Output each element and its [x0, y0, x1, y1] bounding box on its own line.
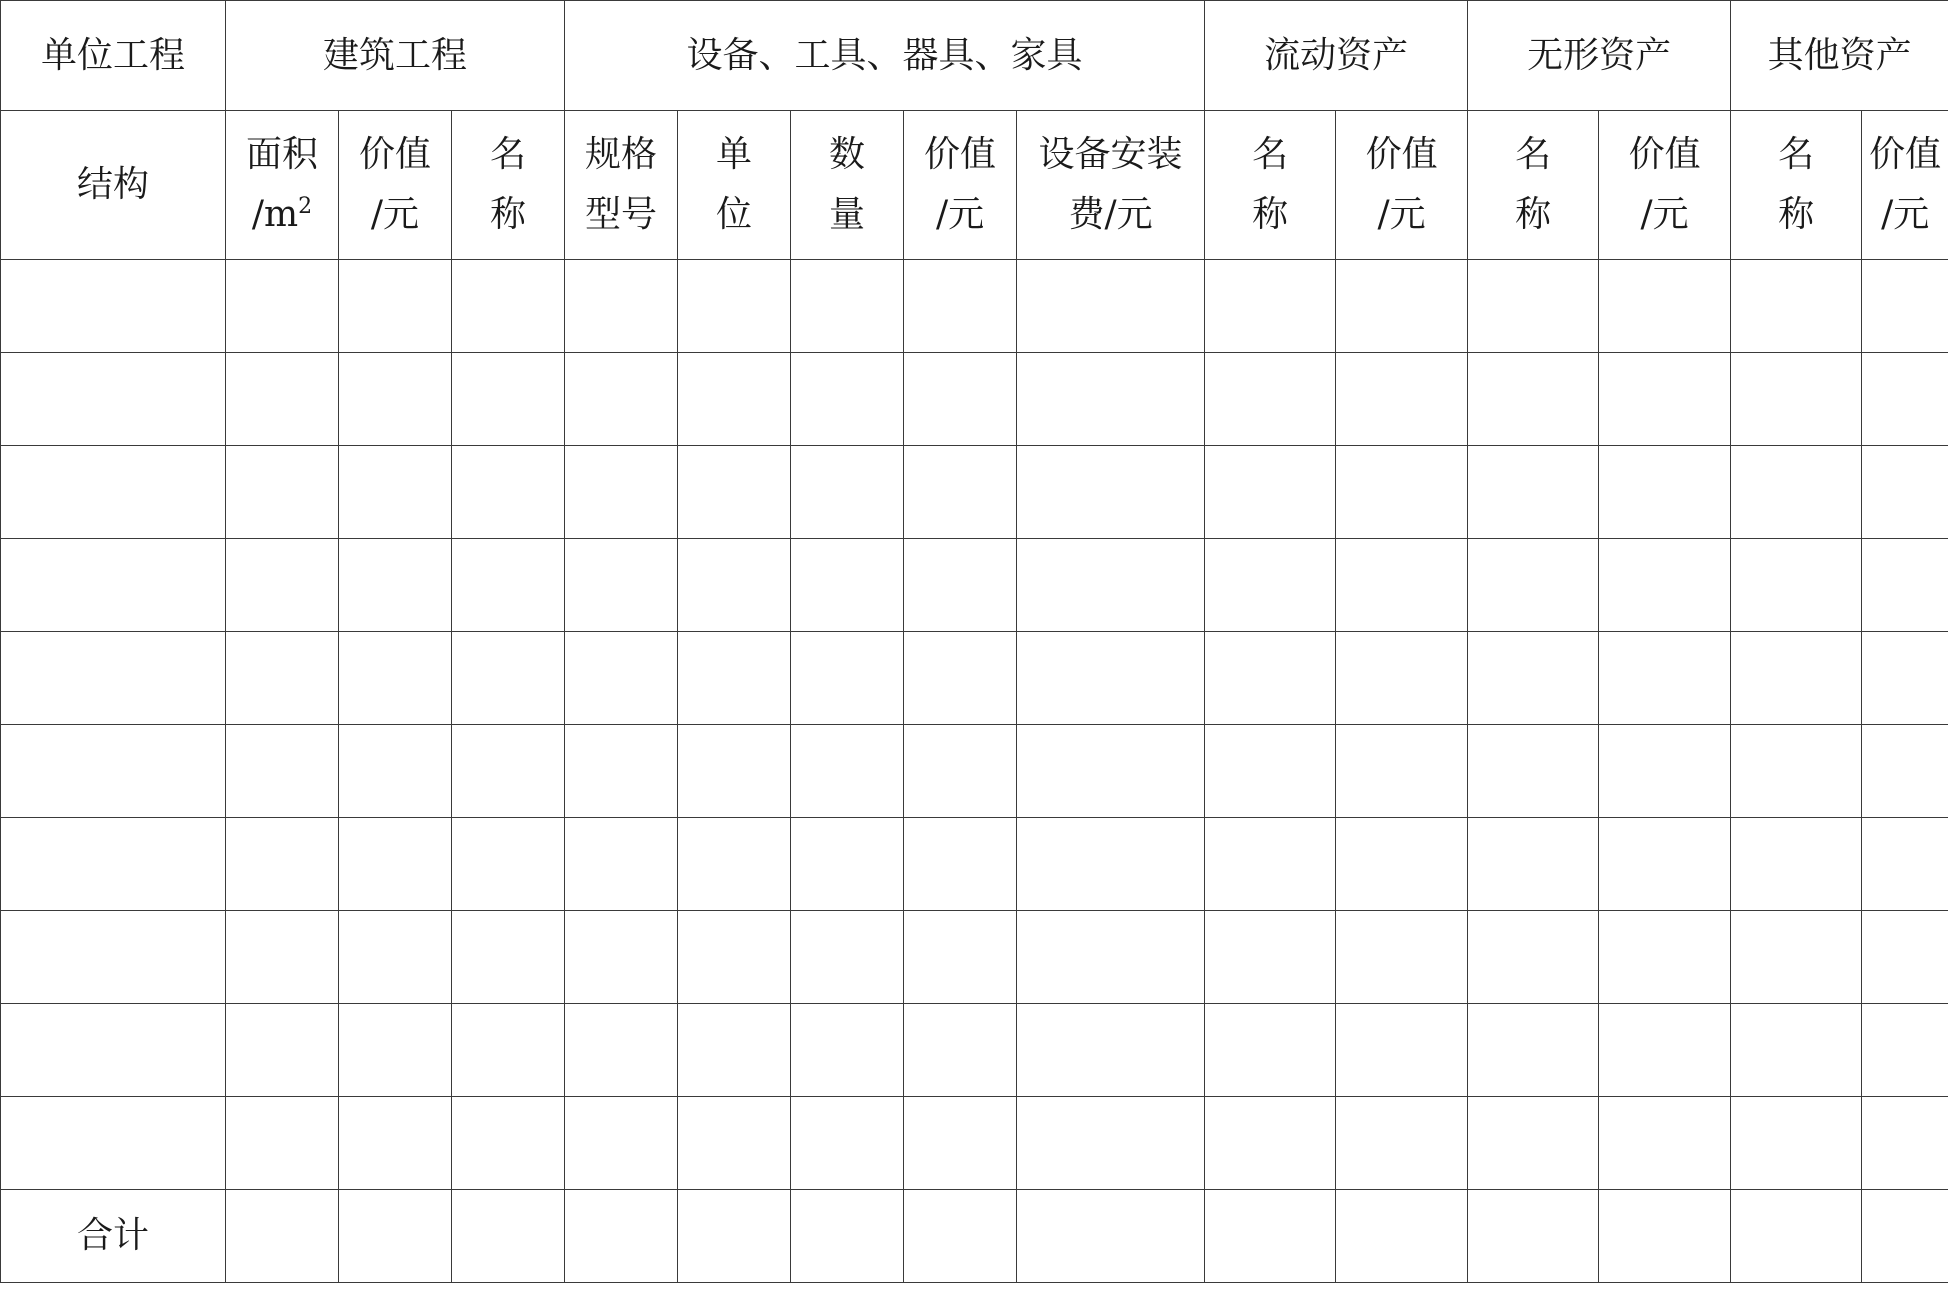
table-cell[interactable]: [1, 260, 226, 353]
table-cell[interactable]: [1468, 1004, 1599, 1097]
table-cell[interactable]: [565, 446, 678, 539]
table-row: [1, 1097, 1948, 1190]
table-cell[interactable]: [904, 818, 1017, 911]
header-intangible-assets: 无形资产: [1468, 1, 1731, 111]
table-cell[interactable]: [226, 260, 339, 353]
table-cell[interactable]: [1, 818, 226, 911]
table-cell[interactable]: [565, 353, 678, 446]
current-name-line2: 称: [1252, 194, 1289, 235]
table-cell[interactable]: [1017, 632, 1205, 725]
table-cell[interactable]: [565, 725, 678, 818]
table-cell[interactable]: [1, 539, 226, 632]
table-cell[interactable]: [226, 353, 339, 446]
table-cell[interactable]: [1862, 539, 1948, 632]
table-cell[interactable]: [1599, 1004, 1731, 1097]
table-cell[interactable]: [226, 1097, 339, 1190]
table-cell[interactable]: [1205, 446, 1336, 539]
table-cell[interactable]: [1731, 353, 1862, 446]
table-cell[interactable]: [1731, 911, 1862, 1004]
table-cell[interactable]: [904, 1004, 1017, 1097]
table-cell[interactable]: [1, 911, 226, 1004]
table-cell[interactable]: [1862, 1097, 1948, 1190]
table-cell[interactable]: [1862, 446, 1948, 539]
sub-header-quantity: [791, 111, 904, 260]
table-cell[interactable]: [1599, 539, 1731, 632]
table-cell[interactable]: [1862, 725, 1948, 818]
table-cell[interactable]: [226, 725, 339, 818]
table-cell[interactable]: [226, 911, 339, 1004]
sub-header-structure: 结构: [1, 111, 226, 260]
table-cell[interactable]: [1017, 818, 1205, 911]
table-cell[interactable]: [1336, 446, 1468, 539]
table-cell[interactable]: [339, 539, 452, 632]
table-cell[interactable]: [452, 632, 565, 725]
table-cell[interactable]: [1017, 725, 1205, 818]
table-cell[interactable]: [1, 632, 226, 725]
table-cell[interactable]: [678, 911, 791, 1004]
table-cell[interactable]: [791, 260, 904, 353]
table-cell[interactable]: [1862, 818, 1948, 911]
table-cell[interactable]: [452, 1097, 565, 1190]
table-cell[interactable]: [226, 632, 339, 725]
table-cell[interactable]: [339, 1097, 452, 1190]
total-row: [1, 1190, 1948, 1283]
table-cell[interactable]: [1731, 725, 1862, 818]
table-cell[interactable]: [678, 1004, 791, 1097]
table-row: [1, 911, 1948, 1004]
table-cell[interactable]: [565, 539, 678, 632]
table-cell[interactable]: [1336, 725, 1468, 818]
intangible-value-line2: /元: [1640, 194, 1689, 235]
table-cell[interactable]: [904, 260, 1017, 353]
table-cell[interactable]: [1468, 446, 1599, 539]
table-cell[interactable]: [1336, 1097, 1468, 1190]
table-cell[interactable]: [1468, 260, 1599, 353]
table-cell[interactable]: [339, 260, 452, 353]
current-value-line2: /元: [1377, 194, 1426, 235]
table-cell[interactable]: [1017, 539, 1205, 632]
table-cell[interactable]: [226, 1004, 339, 1097]
area-line2: [226, 185, 338, 245]
total-cell[interactable]: [226, 1190, 339, 1283]
table-cell[interactable]: [1017, 446, 1205, 539]
sub-header-other-name: [1731, 111, 1862, 260]
table-cell[interactable]: [1205, 1004, 1336, 1097]
sub-header-equipment-value: [904, 111, 1017, 260]
table-cell[interactable]: [1336, 911, 1468, 1004]
table-cell[interactable]: [904, 632, 1017, 725]
table-cell[interactable]: [339, 353, 452, 446]
table-cell[interactable]: [1731, 1097, 1862, 1190]
table-cell[interactable]: [565, 632, 678, 725]
table-cell[interactable]: [1336, 818, 1468, 911]
table-cell[interactable]: [1336, 632, 1468, 725]
installation-line2: 费/元: [1068, 194, 1153, 235]
area-unit-exponent: 2: [298, 194, 313, 219]
header-group-row: [1, 1, 1948, 111]
sub-header-current-value: [1336, 111, 1468, 260]
table-cell[interactable]: [1205, 539, 1336, 632]
table-cell[interactable]: [339, 446, 452, 539]
table-cell[interactable]: [226, 539, 339, 632]
table-cell[interactable]: [1599, 632, 1731, 725]
table-cell[interactable]: [1, 353, 226, 446]
table-cell[interactable]: [678, 1097, 791, 1190]
sub-header-area: [226, 111, 339, 260]
total-cell[interactable]: [904, 1190, 1017, 1283]
table-cell[interactable]: [791, 632, 904, 725]
table-cell[interactable]: [791, 1004, 904, 1097]
table-cell[interactable]: [339, 911, 452, 1004]
table-cell[interactable]: [678, 818, 791, 911]
equipment-value-line2: /元: [935, 194, 985, 235]
total-cell[interactable]: [1205, 1190, 1336, 1283]
table-cell[interactable]: [565, 911, 678, 1004]
total-cell[interactable]: [678, 1190, 791, 1283]
total-cell[interactable]: [1017, 1190, 1205, 1283]
table-cell[interactable]: [1468, 539, 1599, 632]
table-cell[interactable]: [678, 260, 791, 353]
total-cell[interactable]: [1468, 1190, 1599, 1283]
table-cell[interactable]: [339, 632, 452, 725]
table-cell[interactable]: [678, 725, 791, 818]
sub-header-unit: [678, 111, 791, 260]
table-row: [1, 446, 1948, 539]
table-cell[interactable]: [1205, 632, 1336, 725]
table-cell[interactable]: [904, 539, 1017, 632]
table-cell[interactable]: [1205, 1097, 1336, 1190]
table-cell[interactable]: [1336, 539, 1468, 632]
table-cell[interactable]: [904, 911, 1017, 1004]
table-cell[interactable]: [1468, 725, 1599, 818]
header-other-assets: 其他资产: [1731, 1, 1948, 111]
table-row: [1, 1004, 1948, 1097]
spec-line2: 型号: [585, 194, 658, 235]
table-cell[interactable]: [1, 1097, 226, 1190]
table-row: [1, 725, 1948, 818]
table-cell[interactable]: [1599, 1097, 1731, 1190]
building-name-line2: 称: [490, 194, 527, 235]
table-cell[interactable]: [791, 818, 904, 911]
current-value-line1: 价值: [1365, 134, 1438, 175]
table-cell[interactable]: [452, 1004, 565, 1097]
table-cell[interactable]: [1017, 911, 1205, 1004]
table-cell[interactable]: [1599, 446, 1731, 539]
total-cell[interactable]: [791, 1190, 904, 1283]
intangible-name-line2: 称: [1515, 194, 1552, 235]
sub-header-building-name: [452, 111, 565, 260]
table-cell[interactable]: [1017, 260, 1205, 353]
table-row: [1, 632, 1948, 725]
table-cell[interactable]: [339, 818, 452, 911]
table-cell[interactable]: [904, 353, 1017, 446]
table-cell[interactable]: [904, 446, 1017, 539]
table-cell[interactable]: [791, 1097, 904, 1190]
total-cell[interactable]: [452, 1190, 565, 1283]
header-building-works: 建筑工程: [226, 1, 565, 111]
header-current-assets: 流动资产: [1205, 1, 1468, 111]
table-cell[interactable]: [339, 1004, 452, 1097]
total-cell[interactable]: [1731, 1190, 1862, 1283]
quantity-line2: 量: [829, 194, 866, 235]
table-cell[interactable]: [1731, 260, 1862, 353]
sub-header-other-value: [1862, 111, 1948, 260]
sub-header-spec-model: [565, 111, 678, 260]
sub-header-current-name: [1205, 111, 1336, 260]
building-name-line1: 名: [490, 134, 527, 175]
table-cell[interactable]: [1731, 632, 1862, 725]
intangible-name-line1: 名: [1515, 134, 1552, 175]
sub-header-installation-fee: [1017, 111, 1205, 260]
sub-header-intangible-name: [1468, 111, 1599, 260]
table-cell[interactable]: [678, 353, 791, 446]
table-cell[interactable]: [1336, 353, 1468, 446]
table-cell[interactable]: [1862, 260, 1948, 353]
table-cell[interactable]: [1017, 1097, 1205, 1190]
table-cell[interactable]: [1336, 260, 1468, 353]
intangible-value-line1: 价值: [1628, 134, 1701, 175]
table-cell[interactable]: [791, 446, 904, 539]
total-label: 合计: [1, 1190, 226, 1283]
table-cell[interactable]: [791, 539, 904, 632]
table-cell[interactable]: [1468, 353, 1599, 446]
table-cell[interactable]: [1, 725, 226, 818]
table-cell[interactable]: [1205, 353, 1336, 446]
table-cell[interactable]: [452, 353, 565, 446]
table-cell[interactable]: [1599, 911, 1731, 1004]
area-line1: 面积: [245, 134, 318, 175]
table-cell[interactable]: [452, 446, 565, 539]
total-cell[interactable]: [1862, 1190, 1948, 1283]
table-cell[interactable]: [1, 1004, 226, 1097]
table-cell[interactable]: [678, 539, 791, 632]
table-cell[interactable]: [452, 539, 565, 632]
table-cell[interactable]: [1599, 725, 1731, 818]
table-cell[interactable]: [1468, 818, 1599, 911]
table-cell[interactable]: [339, 725, 452, 818]
table-cell[interactable]: [1205, 725, 1336, 818]
table-cell[interactable]: [452, 911, 565, 1004]
table-cell[interactable]: [1599, 818, 1731, 911]
table-row: [1, 818, 1948, 911]
other-name-line2: 称: [1778, 194, 1815, 235]
table-cell[interactable]: [1017, 353, 1205, 446]
building-value-line2: /元: [370, 194, 420, 235]
table-cell[interactable]: [1862, 632, 1948, 725]
area-unit: /m: [251, 194, 299, 235]
table-cell[interactable]: [565, 1097, 678, 1190]
table-cell[interactable]: [565, 260, 678, 353]
total-cell[interactable]: [565, 1190, 678, 1283]
table-cell[interactable]: [226, 818, 339, 911]
table-cell[interactable]: [1731, 818, 1862, 911]
table-cell[interactable]: [904, 1097, 1017, 1190]
sub-header-intangible-value: [1599, 111, 1731, 260]
table-cell[interactable]: [1599, 353, 1731, 446]
table-cell[interactable]: [1336, 1004, 1468, 1097]
data-rows: [1, 260, 1948, 1190]
unit-line1: 单: [716, 134, 753, 175]
table-cell[interactable]: [791, 725, 904, 818]
header-equipment: 设备、工具、器具、家具: [565, 1, 1205, 111]
table-cell[interactable]: [1205, 260, 1336, 353]
table-cell[interactable]: [791, 911, 904, 1004]
table-cell[interactable]: [1862, 911, 1948, 1004]
spec-line1: 规格: [585, 134, 658, 175]
header-unit-project: 单位工程: [1, 1, 226, 111]
other-value-line2: /元: [1881, 194, 1930, 235]
table-cell[interactable]: [226, 446, 339, 539]
table-cell[interactable]: [904, 725, 1017, 818]
total-cell[interactable]: [1336, 1190, 1468, 1283]
table-cell[interactable]: [1599, 260, 1731, 353]
quantity-line1: 数: [829, 134, 866, 175]
other-value-line1: 价值: [1869, 134, 1942, 175]
table-cell[interactable]: [565, 818, 678, 911]
table-cell[interactable]: [791, 353, 904, 446]
unit-line2: 位: [716, 194, 753, 235]
table-row: [1, 539, 1948, 632]
table-cell[interactable]: [1731, 446, 1862, 539]
table-cell[interactable]: [1468, 1097, 1599, 1190]
table-cell[interactable]: [1017, 1004, 1205, 1097]
total-cell[interactable]: [1599, 1190, 1731, 1283]
other-name-line1: 名: [1778, 134, 1815, 175]
sub-header-row: [1, 111, 1948, 260]
table-cell[interactable]: [452, 818, 565, 911]
table-cell[interactable]: [1862, 353, 1948, 446]
table-cell[interactable]: [1205, 818, 1336, 911]
table-cell[interactable]: [678, 632, 791, 725]
table-cell[interactable]: [1205, 911, 1336, 1004]
sub-header-building-value: [339, 111, 452, 260]
table-cell[interactable]: [1862, 1004, 1948, 1097]
equipment-value-line1: 价值: [924, 134, 997, 175]
building-value-line1: 价值: [358, 134, 431, 175]
table-cell[interactable]: [565, 1004, 678, 1097]
table-row: [1, 260, 1948, 353]
installation-line1: 设备安装: [1038, 134, 1183, 175]
total-cell[interactable]: [339, 1190, 452, 1283]
table-row: [1, 353, 1948, 446]
table-cell[interactable]: [678, 446, 791, 539]
table-cell[interactable]: [1468, 632, 1599, 725]
table-cell[interactable]: [452, 260, 565, 353]
table-cell[interactable]: [1731, 539, 1862, 632]
table-cell[interactable]: [1731, 1004, 1862, 1097]
table-cell[interactable]: [1, 446, 226, 539]
table-cell[interactable]: [452, 725, 565, 818]
table-cell[interactable]: [1468, 911, 1599, 1004]
current-name-line1: 名: [1252, 134, 1289, 175]
